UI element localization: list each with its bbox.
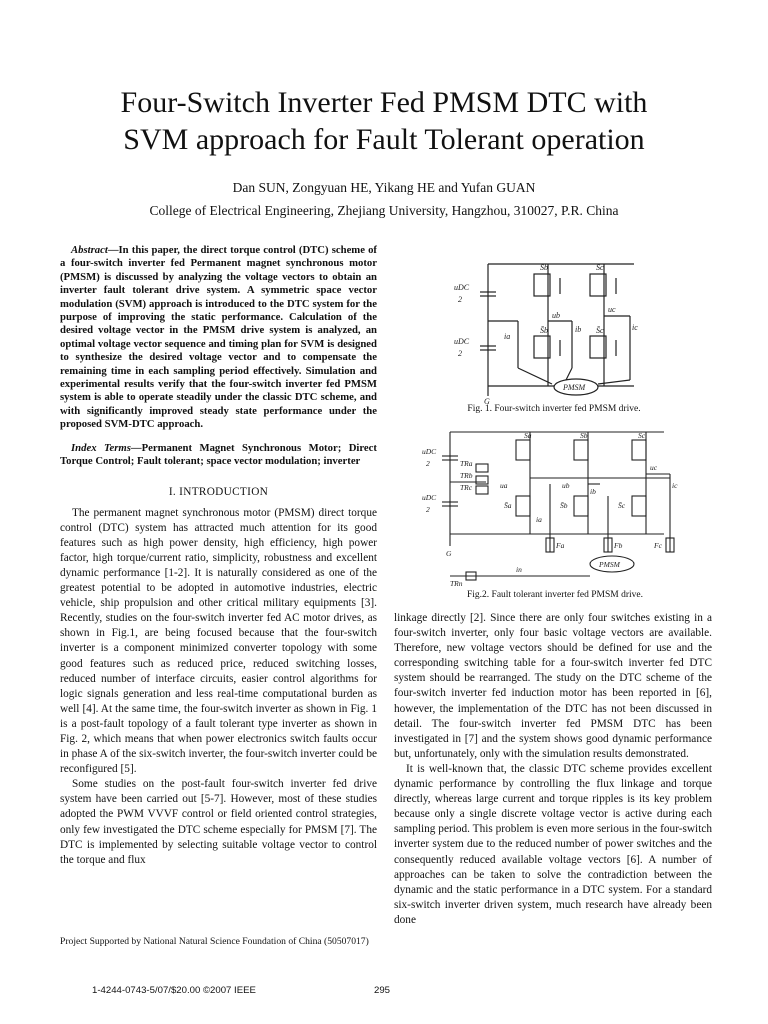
ieee-copyright-line: 1-4244-0743-5/07/$20.00 ©2007 IEEE: [92, 985, 256, 996]
fig1-label-udc-top: uDC: [454, 283, 470, 292]
fig2-label-udc-bot: uDC: [422, 493, 437, 502]
fig2-label-half-top: 2: [426, 459, 430, 468]
index-terms-text: —Permanent Magnet Synchronous Motor; Direct Torque Control; Fault tolerant; space vector modulation; inverter: [60, 441, 377, 468]
fig1-label-ic: ic: [632, 323, 638, 332]
fig2-label-fb: Fb: [614, 541, 623, 550]
figure-1-circuit: [448, 256, 648, 406]
index-terms-lead: Index Terms: [71, 441, 131, 454]
fig2-label-half-bot: 2: [426, 505, 430, 514]
fig2-label-tra: TRa: [460, 459, 473, 468]
fig1-label-ia: ia: [504, 332, 511, 341]
fig2-label-ua: ua: [500, 481, 508, 490]
fig1-label-ib: ib: [575, 325, 582, 334]
title-line-2: SVM approach for Fault Tolerant operation: [123, 123, 645, 156]
fig1-label-sc: Sc: [596, 263, 604, 272]
abstract: [60, 244, 377, 432]
right-column: [394, 611, 712, 928]
fig2-label-trb: TRb: [460, 471, 473, 480]
fig1-label-half-bot: 2: [458, 349, 462, 358]
fig1-label-sb-bar: S̄b: [540, 326, 548, 335]
fig1-label-udc-bot: uDC: [454, 337, 470, 346]
figure-2-caption: Fig.2. Fault tolerant inverter fed PMSM drive.: [467, 590, 643, 600]
fig2-label-trn: TRn: [450, 579, 463, 588]
footnote: Project Supported by National Natural Science Foundation of China (50507017): [60, 936, 369, 947]
fig2-label-sb: Sb: [580, 431, 588, 440]
fig1-label-sc-bar: S̄c: [596, 326, 604, 335]
fig2-label-sa: Sa: [524, 431, 532, 440]
fig2-label-fc: Fc: [654, 541, 662, 550]
page-number: 295: [374, 985, 391, 996]
affiliation: College of Electrical Engineering, Zhejiang University, Hangzhou, 310027, P.R. China: [149, 203, 619, 218]
fig1-label-ub: ub: [552, 311, 560, 320]
fig2-label-ib: ib: [590, 487, 596, 496]
fig2-label-ia: ia: [536, 515, 542, 524]
intro-paragraph-4: It is well-known that, the classic DTC scheme provides excellent dynamic performance by controlling the flux linkage and torque directly, whereas large current and torque ripples is its key problem because only a single discrete voltage vector is active during each sampling period. This problem is even more serious in the four-switch inverter system due to the reduced number of power switches and the consequently reduced available voltage vectors [6]. A number of approaches can be taken to solve the contradiction between the dynamic and the static performance in a DTC system. For a standard six-switch inverter driven system, much research have already been done: [394, 762, 712, 926]
fig2-label-trc: TRc: [460, 483, 473, 492]
intro-paragraph-1: The permanent magnet synchronous motor (PMSM) direct torque control (DTC) system has attracted much attention for its good features such as high power density, high efficiency, high power factor, high torque/current ratio, simplicity, robustness and excellent dynamic performance [1-2]. It is naturally considered as one of the greatest potential to be adopted in automotive industries, electric vehicle, ship propulsion and other critical military equipments [3]. Recently, studies on the four-switch inverter fed AC motor drives, as shown in Fig.1, are being focused because that the four-switch inverter is a component minimized converter topology with some good features such as reduced price, reduced switching losses, reduced number of interface circuits, easier control algorithms for logic signals generation and less real-time computational burden as well [4]. At the same time, the four-switch inverter as shown in Fig. 1 is a post-fault topology of a fault tolerant type inverter as shown in Fig. 2, which means that when power electronics switch faults occur in phase A of the six-switch inverter, the four-switch inverter could be reconfigured [5].: [60, 506, 377, 776]
index-terms: [60, 442, 377, 469]
fig1-label-g: G: [484, 397, 490, 406]
title-line-1: Four-Switch Inverter Fed PMSM DTC with: [120, 86, 648, 119]
intro-paragraph-2: Some studies on the post-fault four-switch inverter fed drive system have been carried out [5-7]. However, most of these studies adopted the PWM VVVF control or field oriented control strategies, only few investigated the DTC scheme especially for PMSM [7]. The DTC is implemented by selecting suitable voltage vector to control the torque and flux: [60, 778, 377, 866]
fig2-motor-label: PMSM: [599, 560, 620, 569]
paper-title: [0, 84, 768, 158]
fig1-motor-label: PMSM: [563, 383, 586, 392]
fig1-label-sb: Sb: [540, 263, 548, 272]
abstract-lead: Abstract: [71, 244, 108, 256]
left-column: [60, 244, 377, 868]
fig2-label-g: G: [446, 549, 452, 558]
fig2-label-sa-bar: S̄a: [504, 501, 512, 510]
figure-1-caption: Fig. 1. Four-switch inverter fed PMSM drive.: [467, 404, 641, 414]
fig2-label-ic: ic: [672, 481, 678, 490]
fig2-label-sb-bar: S̄b: [560, 501, 568, 510]
fig2-label-uc: uc: [650, 463, 658, 472]
author-list: Dan SUN, Zongyuan HE, Yikang HE and Yufan GUAN: [232, 180, 536, 195]
abstract-text: —In this paper, the direct torque control (DTC) scheme of a four-switch inverter fed Permanent magnet synchronous motor (PMSM) is discussed by analyzing the voltage vectors to obtain an inverter fault tolerant drive system. A symmetric space vector modulation (SVM) approach is introduced to the DTC system for the purpose of improving the static performance. Calculation of the desired voltage vector in the PMSM drive system is analyzed, an optimal voltage vector sequence and timing plan for SVM is designed to synthesize the desired voltage vector and to compensate the remaining time in each sampling period effectively. Simulation and experimental results verify that the four-switch inverter fed PMSM system is able to operate steadily under the classic DTC scheme, and with significantly improved steady state performance under the proposed SVM-DTC approach.: [60, 244, 377, 431]
figure-2-circuit: [420, 426, 690, 590]
fig2-label-fa: Fa: [556, 541, 565, 550]
intro-paragraph-3: linkage directly [2]. Since there are only four switches existing in a four-switch inverter, only four basic voltage vectors are available. Therefore, new voltage vectors should be defined for use and the corresponding switching table for a four-switch inverter fed DTC system should be rearranged. The study on the DTC scheme of the four-switch inverter fed induction motor has been reported in [6], however, the implementation of the DTC has not been discussed in detail. The four-switch inverter fed PMSM DTC has been investigated in [7] and the system shows good dynamic performance but, unfortunately, only with the simulation results demonstrated.: [394, 612, 712, 760]
fig1-label-uc: uc: [608, 305, 616, 314]
fig2-label-in: in: [516, 565, 522, 574]
fig1-label-half-top: 2: [458, 295, 462, 304]
fig2-label-ub: ub: [562, 481, 570, 490]
section-heading: I. INTRODUCTION: [168, 485, 269, 498]
fig2-label-udc-top: uDC: [422, 447, 437, 456]
fig2-label-sc-bar: S̄c: [618, 501, 626, 510]
fig2-label-sc: Sc: [638, 431, 646, 440]
